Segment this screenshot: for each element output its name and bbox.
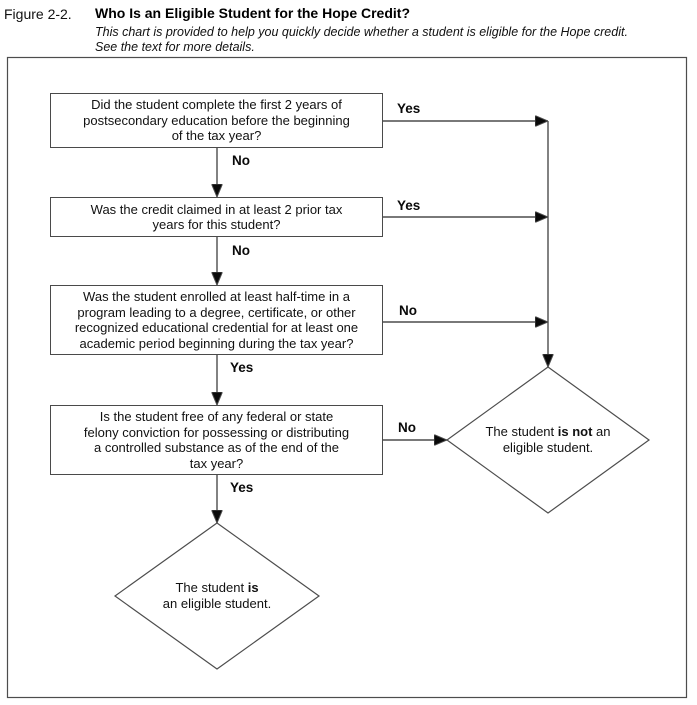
result-text-bold: is [247, 580, 259, 595]
question-box-2 [50, 197, 383, 237]
question-box-3 [50, 285, 383, 355]
label-q4-no: No [398, 420, 416, 435]
question-box-4-line: Is the student free of any federal or state [99, 409, 334, 424]
question-box-3-line: program leading to a degree, certificate, or other [77, 304, 356, 320]
result-text-segment: an [592, 424, 611, 439]
figure-subtitle-line2: See the text for more details. [95, 39, 255, 54]
result-not-eligible-line2: eligible student. [502, 439, 594, 455]
label-q3-yes: Yes [230, 360, 254, 375]
result-text-bold: is not [557, 424, 593, 439]
label-q2-no: No [232, 243, 250, 258]
result-eligible-text [115, 580, 319, 611]
result-text-segment: The student [175, 580, 248, 595]
question-box-2-line: years for this student? [152, 217, 281, 232]
result-not-eligible-line1 [446, 424, 650, 440]
label-q3-no: No [399, 303, 417, 318]
question-box-4 [50, 405, 383, 475]
label-q1-yes: Yes [397, 101, 421, 116]
figure-subtitle-line1: This chart is provided to help you quickly decide whether a student is eligible for the Hope credit. [95, 25, 628, 39]
question-box-1 [50, 93, 383, 148]
label-q2-yes: Yes [397, 198, 421, 213]
result-eligible-line1 [115, 580, 319, 596]
question-box-4-line: felony conviction for possessing or distributing [83, 424, 350, 440]
question-box-4-line: tax year? [189, 455, 244, 471]
question-box-1-line: postsecondary education before the beginning [83, 112, 350, 128]
figure-title: Who Is an Eligible Student for the Hope Credit? [95, 5, 410, 21]
chart-outer-border [8, 58, 687, 698]
result-eligible-line2: an eligible student. [162, 595, 272, 611]
question-box-1-line: of the tax year? [171, 128, 262, 144]
figure-label: Figure 2-2. [4, 6, 72, 22]
question-box-3-line: recognized educational credential for at least one [74, 320, 359, 335]
label-q4-yes: Yes [230, 480, 254, 495]
question-box-3-line: academic period beginning during the tax year? [79, 335, 354, 351]
question-box-2-line: Was the credit claimed in at least 2 prior tax [90, 201, 343, 217]
question-box-1-line: Did the student complete the first 2 years of [91, 97, 342, 113]
label-q1-no: No [232, 153, 250, 168]
result-not-eligible-text [446, 424, 650, 455]
question-box-4-line: a controlled substance as of the end of the [93, 440, 339, 455]
question-box-3-line: Was the student enrolled at least half-time in a [83, 289, 350, 304]
result-text-segment: The student [485, 424, 558, 439]
